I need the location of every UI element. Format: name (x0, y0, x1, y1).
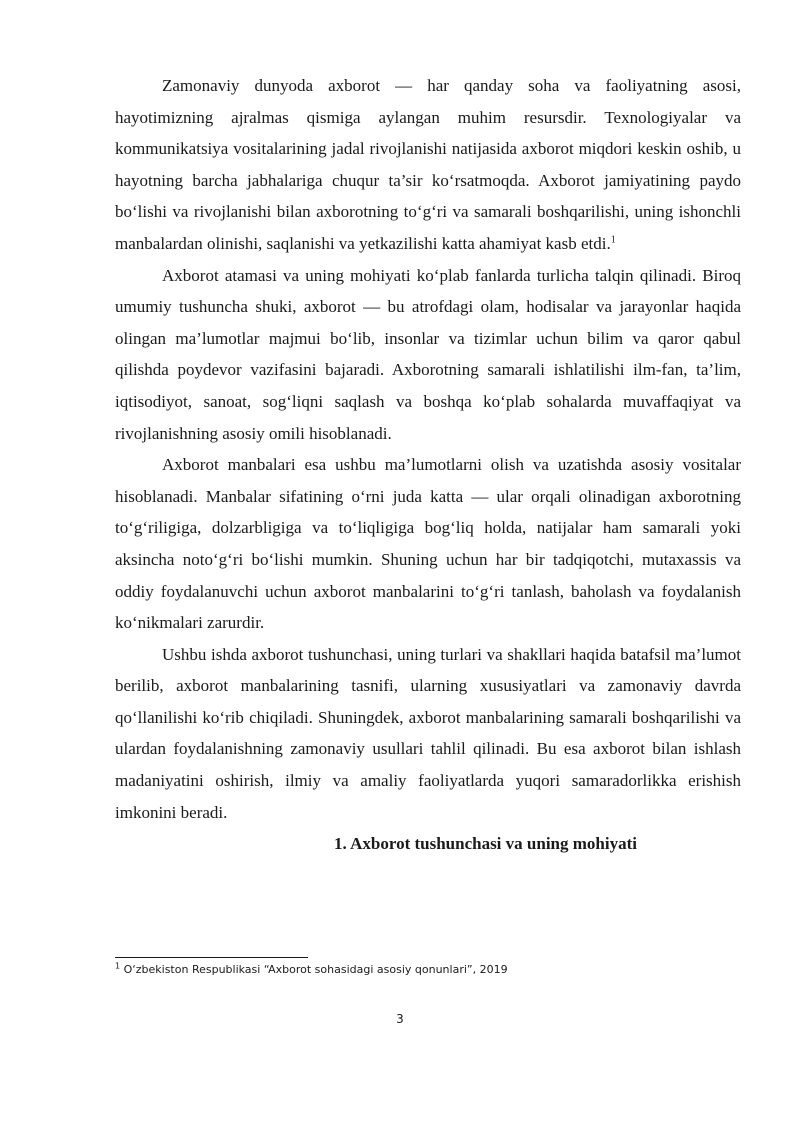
paragraph-1-text: Zamonaviy dunyoda axborot — har qanday soha va faoliyatning asosi, hayotimizning ajralmas qismiga aylangan muhim resursdir. Texnologiyalar va kommunikatsiya vositalarining jadal rivojlanishi natijasida axborot miqdori keskin oshib, u hayotning barcha jabhalariga chuqur ta’sir ko‘rsatmoqda. Axborot jamiyatining paydo bo‘lishi va rivojlanishi bilan axborotning to‘g‘ri va samarali boshqarilishi, uning ishonchli manbalardan olinishi, saqlanishi va yetkazilishi katta ahamiyat kasb etdi. (115, 76, 741, 253)
section-heading: 1. Axborot tushunchasi va uning mohiyati (334, 834, 637, 854)
page-number: 3 (396, 1012, 404, 1026)
footnote-text: O‘zbekiston Respublikasi “Axborot sohasidagi asosiy qonunlari”, 2019 (120, 963, 508, 976)
paragraph-1 (115, 70, 741, 260)
body-text (115, 70, 741, 860)
footnote-number: 1 (115, 961, 121, 971)
paragraph-3: Axborot manbalari esa ushbu ma’lumotlarni olish va uzatishda asosiy vositalar hisoblanadi. Manbalar sifatining o‘rni juda katta — ular orqali olinadigan axborotning to‘g‘riligiga, dolzarbligiga va to‘liqligiga bog‘liq holda, natijalar ham samarali yoki aksincha noto‘g‘ri bo‘lishi mumkin. Shuning uchun har bir tadqiqotchi, mutaxassis va oddiy foydalanuvchi uchun axborot manbalarini to‘g‘ri tanlash, baholash va foydalanish ko‘nikmalari zarurdir. (115, 455, 741, 633)
footnote-separator (115, 957, 308, 958)
footnote-reference[interactable]: 1 (610, 234, 616, 246)
paragraph-4: Ushbu ishda axborot tushunchasi, uning turlari va shakllari haqida batafsil ma’lumot berilib, axborot manbalarining tasnifi, ularning xususiyatlari va zamonaviy davrda qo‘llanilishi ko‘rib chiqiladi. Shuningdek, axborot manbalarining samarali boshqarilishi va ulardan foydalanishning zamonaviy usullari tahlil qilinadi. Bu esa axborot bilan ishlash madaniyatini oshirish, ilmiy va amaliy faoliyatlarda yuqori samaradorlikka erishish imkonini beradi. (115, 644, 741, 822)
footnote (115, 963, 741, 977)
paragraph-2: Axborot atamasi va uning mohiyati ko‘plab fanlarda turlicha talqin qilinadi. Biroq umumiy tushuncha shuki, axborot — bu atrofdagi olam, hodisalar va jarayonlar haqida olingan ma’lumotlar majmui bo‘lib, insonlar va tizimlar uchun bilim va qaror qabul qilishda poydevor vazifasini bajaradi. Axborotning samarali ishlatilishi ilm-fan, ta’lim, iqtisodiyot, sanoat, sog‘liqni saqlash va boshqa ko‘plab sohalarda muvaffaqiyat va rivojlanishning asosiy omili hisoblanadi. (115, 265, 741, 443)
